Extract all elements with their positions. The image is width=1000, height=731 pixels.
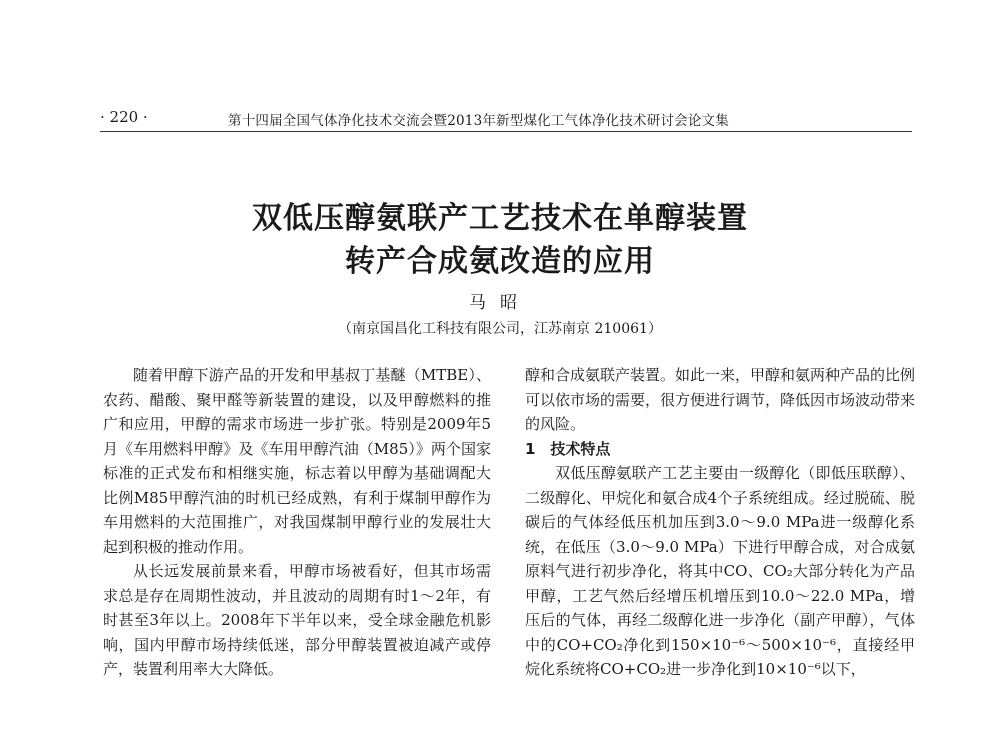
article-title-line-2: 转产合成氨改造的应用 [345,244,655,279]
right-column [525,363,915,682]
running-header [100,108,912,130]
body-paragraph: 双低压醇氨联产工艺主要由一级醇化（即低压联醇）、二级醇化、甲烷化和氨合成4个子系统组成。经过脱硫、脱碳后的气体经低压机加压到3.0～9.0 MPa进一级醇化系统，在低压（3.0～9.0 MPa）下进行甲醇合成，对合成氨原料气进行初步净化，将其中CO、CO₂大部分转化为产品甲醇，工艺气然后经增压机增压到10.0～22.0 MPa，增压后的气体，再经二级醇化进一步净化（副产甲醇），气体中的CO+CO₂净化到150×10⁻⁶～500×10⁻⁶，直接经甲烷化系统将CO+CO₂进一步净化到10×10⁻⁶以下， [525,464,915,678]
body-paragraph: 从长远发展前景来看，甲醇市场被看好，但其市场需求总是存在周期性波动，并且波动的周期有时1～2年，有时甚至3年以上。2008年下半年以来，受全球金融危机影响，国内甲醇市场持续低迷，部分甲醇装置被迫减产或停产，装置利用率大大降低。 [103,562,491,678]
header-rule [100,131,912,132]
section-heading: 1 技术特点 [525,439,611,458]
left-column [103,363,491,682]
page-number: · 220 · [100,108,148,126]
article-title-line-1: 双低压醇氨联产工艺技术在单醇装置 [252,201,748,236]
running-title: 第十四届全国气体净化技术交流会暨2013年新型煤化工气体净化技术研讨会论文集 [228,113,729,129]
body-paragraph: 随着甲醇下游产品的开发和甲基叔丁基醚（MTBE）、农药、醋酸、聚甲醛等新装置的建设，以及甲醇燃料的推广和应用，甲醇的需求市场进一步扩张。特别是2009年5月《车用燃料甲醇》及《车用甲醇汽油（M85）》两个国家标准的正式发布和相继实施，标志着以甲醇为基础调配大比例M85甲醇汽油的时机已经成熟，有利于煤制甲醇作为车用燃料的大范围推广，对我国煤制甲醇行业的发展壮大起到积极的推动作用。 [103,366,491,556]
author-affiliation: （南京国昌化工科技有限公司，江苏南京 210061） [338,321,662,337]
body-paragraph: 醇和合成氨联产装置。如此一来，甲醇和氨两种产品的比例可以依市场的需要，很方便进行调节，降低因市场波动带来的风险。 [525,366,916,433]
author-name: 马昭 [469,293,531,313]
